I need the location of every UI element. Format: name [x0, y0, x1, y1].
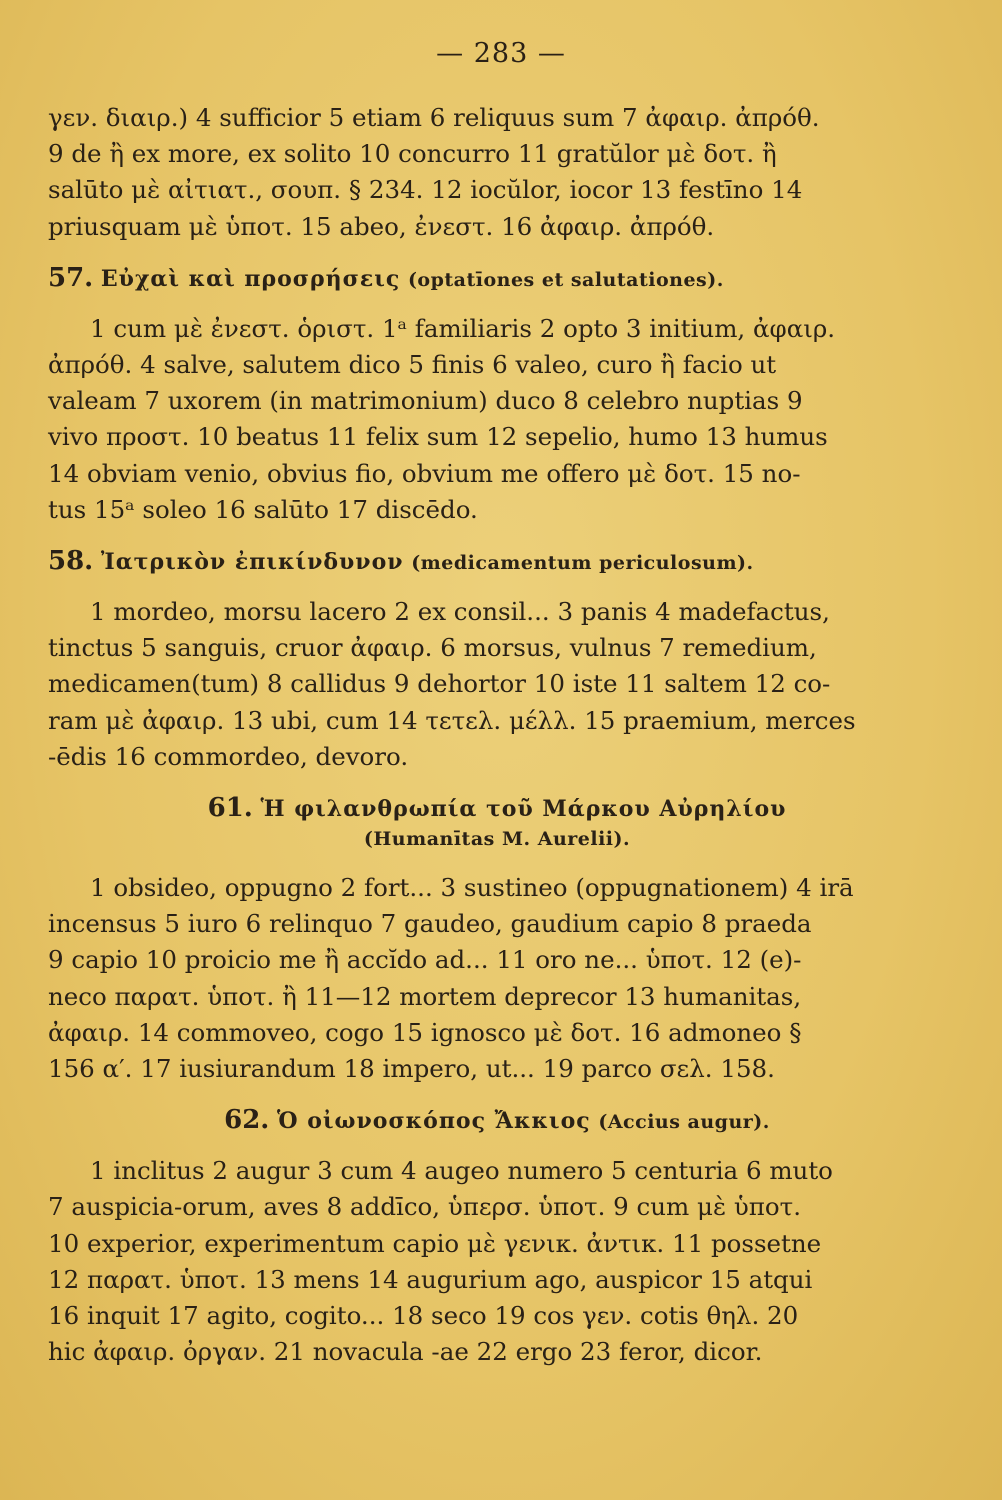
text-line: 1 inclitus 2 augur 3 cum 4 augeo numero 5 centuria 6 muto: [90, 1156, 833, 1186]
page-number: — 283 —: [436, 38, 566, 69]
text-line: 9 de ἢ ex more, ex solito 10 concurro 11 gratŭlor μὲ δοτ. ἢ: [48, 139, 777, 169]
section-title-latin: (Humanītas M. Aurelii).: [363, 828, 631, 851]
text-line: 12 παρατ. ὑποτ. 13 mens 14 augurium ago, auspicor 15 atqui: [48, 1264, 813, 1294]
section-61-vocabulary: [48, 870, 946, 1087]
text-line: tus 15ᵃ soleo 16 salūto 17 discēdo.: [48, 494, 478, 524]
text-line: hic ἀφαιρ. ὀργαν. 21 novacula -ae 22 ergo 23 feror, dicor.: [48, 1337, 763, 1367]
text-line: ἀπρόθ. 4 salve, salutem dico 5 finis 6 valeo, curo ἢ facio ut: [48, 350, 777, 380]
text-line: incensus 5 iuro 6 relinquo 7 gaudeo, gaudium capio 8 praeda: [48, 909, 812, 939]
text-line: 14 obviam venio, obvius fio, obvium me offero μὲ δοτ. 15 no-: [48, 458, 801, 488]
text-line: 7 auspicia-orum, aves 8 addīco, ὑπερσ. ὑποτ. 9 cum μὲ ὑποτ.: [48, 1192, 801, 1222]
section-number: 61.: [207, 793, 253, 824]
text-line: 1 obsideo, oppugno 2 fort... 3 sustineo (oppugnationem) 4 irā: [90, 873, 854, 903]
section-number: 62.: [224, 1105, 270, 1136]
text-line: 9 capio 10 proicio me ἢ accĭdo ad... 11 oro ne... ὑποτ. 12 (e)-: [48, 945, 802, 975]
section-62-vocabulary: [48, 1153, 946, 1370]
text-line: 1 mordeo, morsu lacero 2 ex consil... 3 panis 4 madefactus,: [90, 597, 830, 627]
section-58-vocabulary: [48, 594, 946, 775]
text-line: ram μὲ ἀφαιρ. 13 ubi, cum 14 τετελ. μέλλ. 15 praemium, merces: [48, 705, 856, 735]
text-line: neco παρατ. ὑποτ. ἢ 11—12 mortem deprecor 13 humanitas,: [48, 981, 802, 1011]
section-title-greek: Ἡ φιλανθρωπία τοῦ Μάρκου Αὐρηλίου: [260, 796, 787, 823]
text-line: ἀφαιρ. 14 commoveo, cogo 15 ignosco μὲ δοτ. 16 admoneo §: [48, 1017, 802, 1047]
section-57-heading: [48, 263, 946, 295]
section-title-greek: Ὁ οἰωνοσκόπος Ἄκκιος: [277, 1108, 591, 1135]
text-line: vivo προστ. 10 beatus 11 felix sum 12 sepelio, humo 13 humus: [48, 422, 828, 452]
text-line: valeam 7 uxorem (in matrimonium) duco 8 celebro nuptias 9: [48, 386, 803, 416]
section-title-latin: (Accius augur).: [598, 1111, 770, 1134]
intro-paragraph: [48, 100, 946, 245]
section-62-heading: [48, 1105, 946, 1137]
section-title-greek: Ἰατρικὸν ἐπικίνδυνον: [100, 549, 404, 576]
section-number: 57.: [48, 262, 94, 293]
section-title-latin: (medicamentum periculosum).: [411, 552, 754, 575]
section-61-heading: [48, 793, 946, 854]
text-line: -ēdis 16 commordeo, devoro.: [48, 741, 409, 771]
text-line: priusquam μὲ ὑποτ. 15 abeo, ἐνεστ. 16 ἀφαιρ. ἀπρόθ.: [48, 211, 715, 241]
section-57-vocabulary: [48, 311, 946, 528]
section-58-heading: [48, 546, 946, 578]
section-title-greek: Εὐχαὶ καὶ προσρήσεις: [100, 265, 401, 292]
text-line: medicamen(tum) 8 callidus 9 dehortor 10 iste 11 saltem 12 co-: [48, 669, 831, 699]
text-line: 156 α′. 17 iusiurandum 18 impero, ut... 19 parco σελ. 158.: [48, 1054, 775, 1084]
text-line: 16 inquit 17 agito, cogito... 18 seco 19 cos γεν. cotis θηλ. 20: [48, 1301, 799, 1331]
text-line: 10 experior, experimentum capio μὲ γενικ. ἀντικ. 11 possetne: [48, 1228, 822, 1258]
text-line: salūto μὲ αἰτιατ., σουπ. § 234. 12 iocŭlor, iocor 13 festīno 14: [48, 175, 803, 205]
page-body: [48, 100, 946, 1370]
section-title-latin: (optatīones et salutationes).: [407, 268, 724, 291]
text-line: 1 cum μὲ ἐνεστ. ὁριστ. 1ᵃ familiaris 2 opto 3 initium, ἀφαιρ.: [90, 313, 836, 343]
section-number: 58.: [48, 546, 94, 577]
text-line: γεν. διαιρ.) 4 sufficior 5 etiam 6 reliquus sum 7 ἀφαιρ. ἀπρόθ.: [48, 103, 820, 132]
text-line: tinctus 5 sanguis, cruor ἀφαιρ. 6 morsus, vulnus 7 remedium,: [48, 633, 817, 663]
